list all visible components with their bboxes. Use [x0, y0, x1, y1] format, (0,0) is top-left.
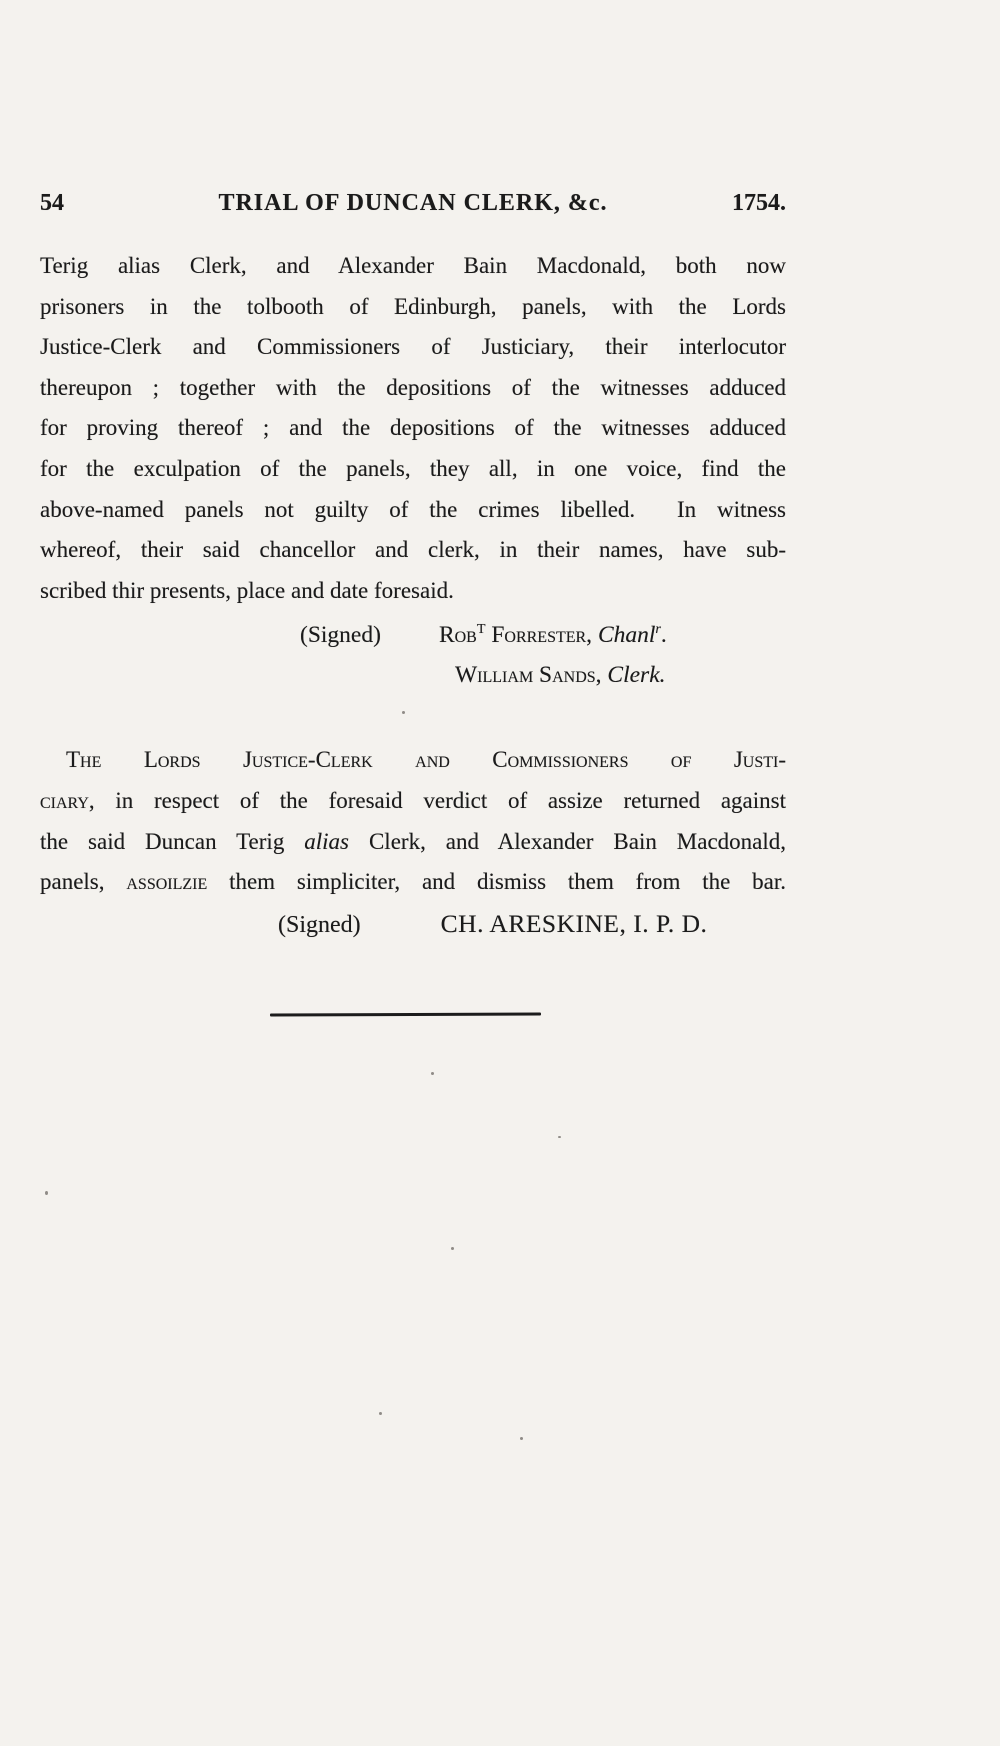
paragraph-assoilzie: [40, 740, 786, 902]
signed-label: (Signed): [278, 911, 361, 938]
page-content: [40, 0, 786, 1015]
text-line: panels, assoilzie them simpliciter, and dismiss them from the bar.: [40, 869, 787, 895]
scan-speck: [520, 1437, 523, 1440]
running-head: [40, 188, 786, 218]
text-line: the said Duncan Terig alias Clerk, and Alexander Bain Macdonald,: [40, 828, 787, 854]
text-line: The Lords Justice-Clerk and Commissioners of Justi-: [66, 747, 786, 773]
signature-block: [40, 615, 786, 695]
text-line: for proving thereof ; and the depositions of the witnesses adduced: [40, 415, 786, 441]
signature-line-sands: [40, 655, 786, 695]
signature-line-forrester: [40, 615, 786, 655]
text-line: ciary, in respect of the foresaid verdict of assize returned against: [40, 787, 786, 813]
signed-label: (Signed): [300, 622, 381, 649]
signature-name: CH. ARESKINE, I. P. D.: [440, 908, 708, 938]
scan-speck: [558, 1136, 561, 1138]
horizontal-rule: [270, 1012, 541, 1015]
text-line: Justice-Clerk and Commissioners of Justiciary, their interlocutor: [40, 334, 786, 360]
text-line: prisoners in the tolbooth of Edinburgh, panels, with the Lords: [40, 293, 786, 319]
year-label: 1754.: [732, 190, 786, 216]
text-line: Terig alias Clerk, and Alexander Bain Macdonald, both now: [40, 253, 786, 278]
superscript: r: [655, 621, 661, 638]
superscript: T: [476, 621, 486, 638]
scan-speck: [451, 1247, 454, 1250]
running-title: TRIAL OF DUNCAN CLERK, &c.: [218, 190, 608, 216]
text-line: for the exculpation of the panels, they all, in one voice, find the: [40, 455, 786, 481]
scan-speck: [45, 1191, 48, 1195]
text-line: scribed thir presents, place and date foresaid.: [40, 577, 454, 603]
signature-line-areskine: [40, 904, 786, 945]
signature-title: Clerk.: [607, 662, 666, 689]
page-number: 54: [40, 190, 64, 216]
text-line: above-named panels not guilty of the crimes libelled. In witness: [40, 496, 786, 522]
scan-speck: [402, 711, 405, 714]
text-line: thereupon ; together with the depositions of the witnesses adduced: [40, 374, 786, 400]
scan-speck: [379, 1412, 382, 1415]
signature-name: Rob$^T$ Forrester, Chanl$^r$.: [438, 621, 667, 649]
paragraph-verdict: [40, 246, 786, 611]
text-line: whereof, their said chancellor and clerk, in their names, have sub-: [40, 537, 786, 563]
scan-speck: [431, 1072, 434, 1075]
signature-name: William Sands,: [455, 662, 608, 689]
